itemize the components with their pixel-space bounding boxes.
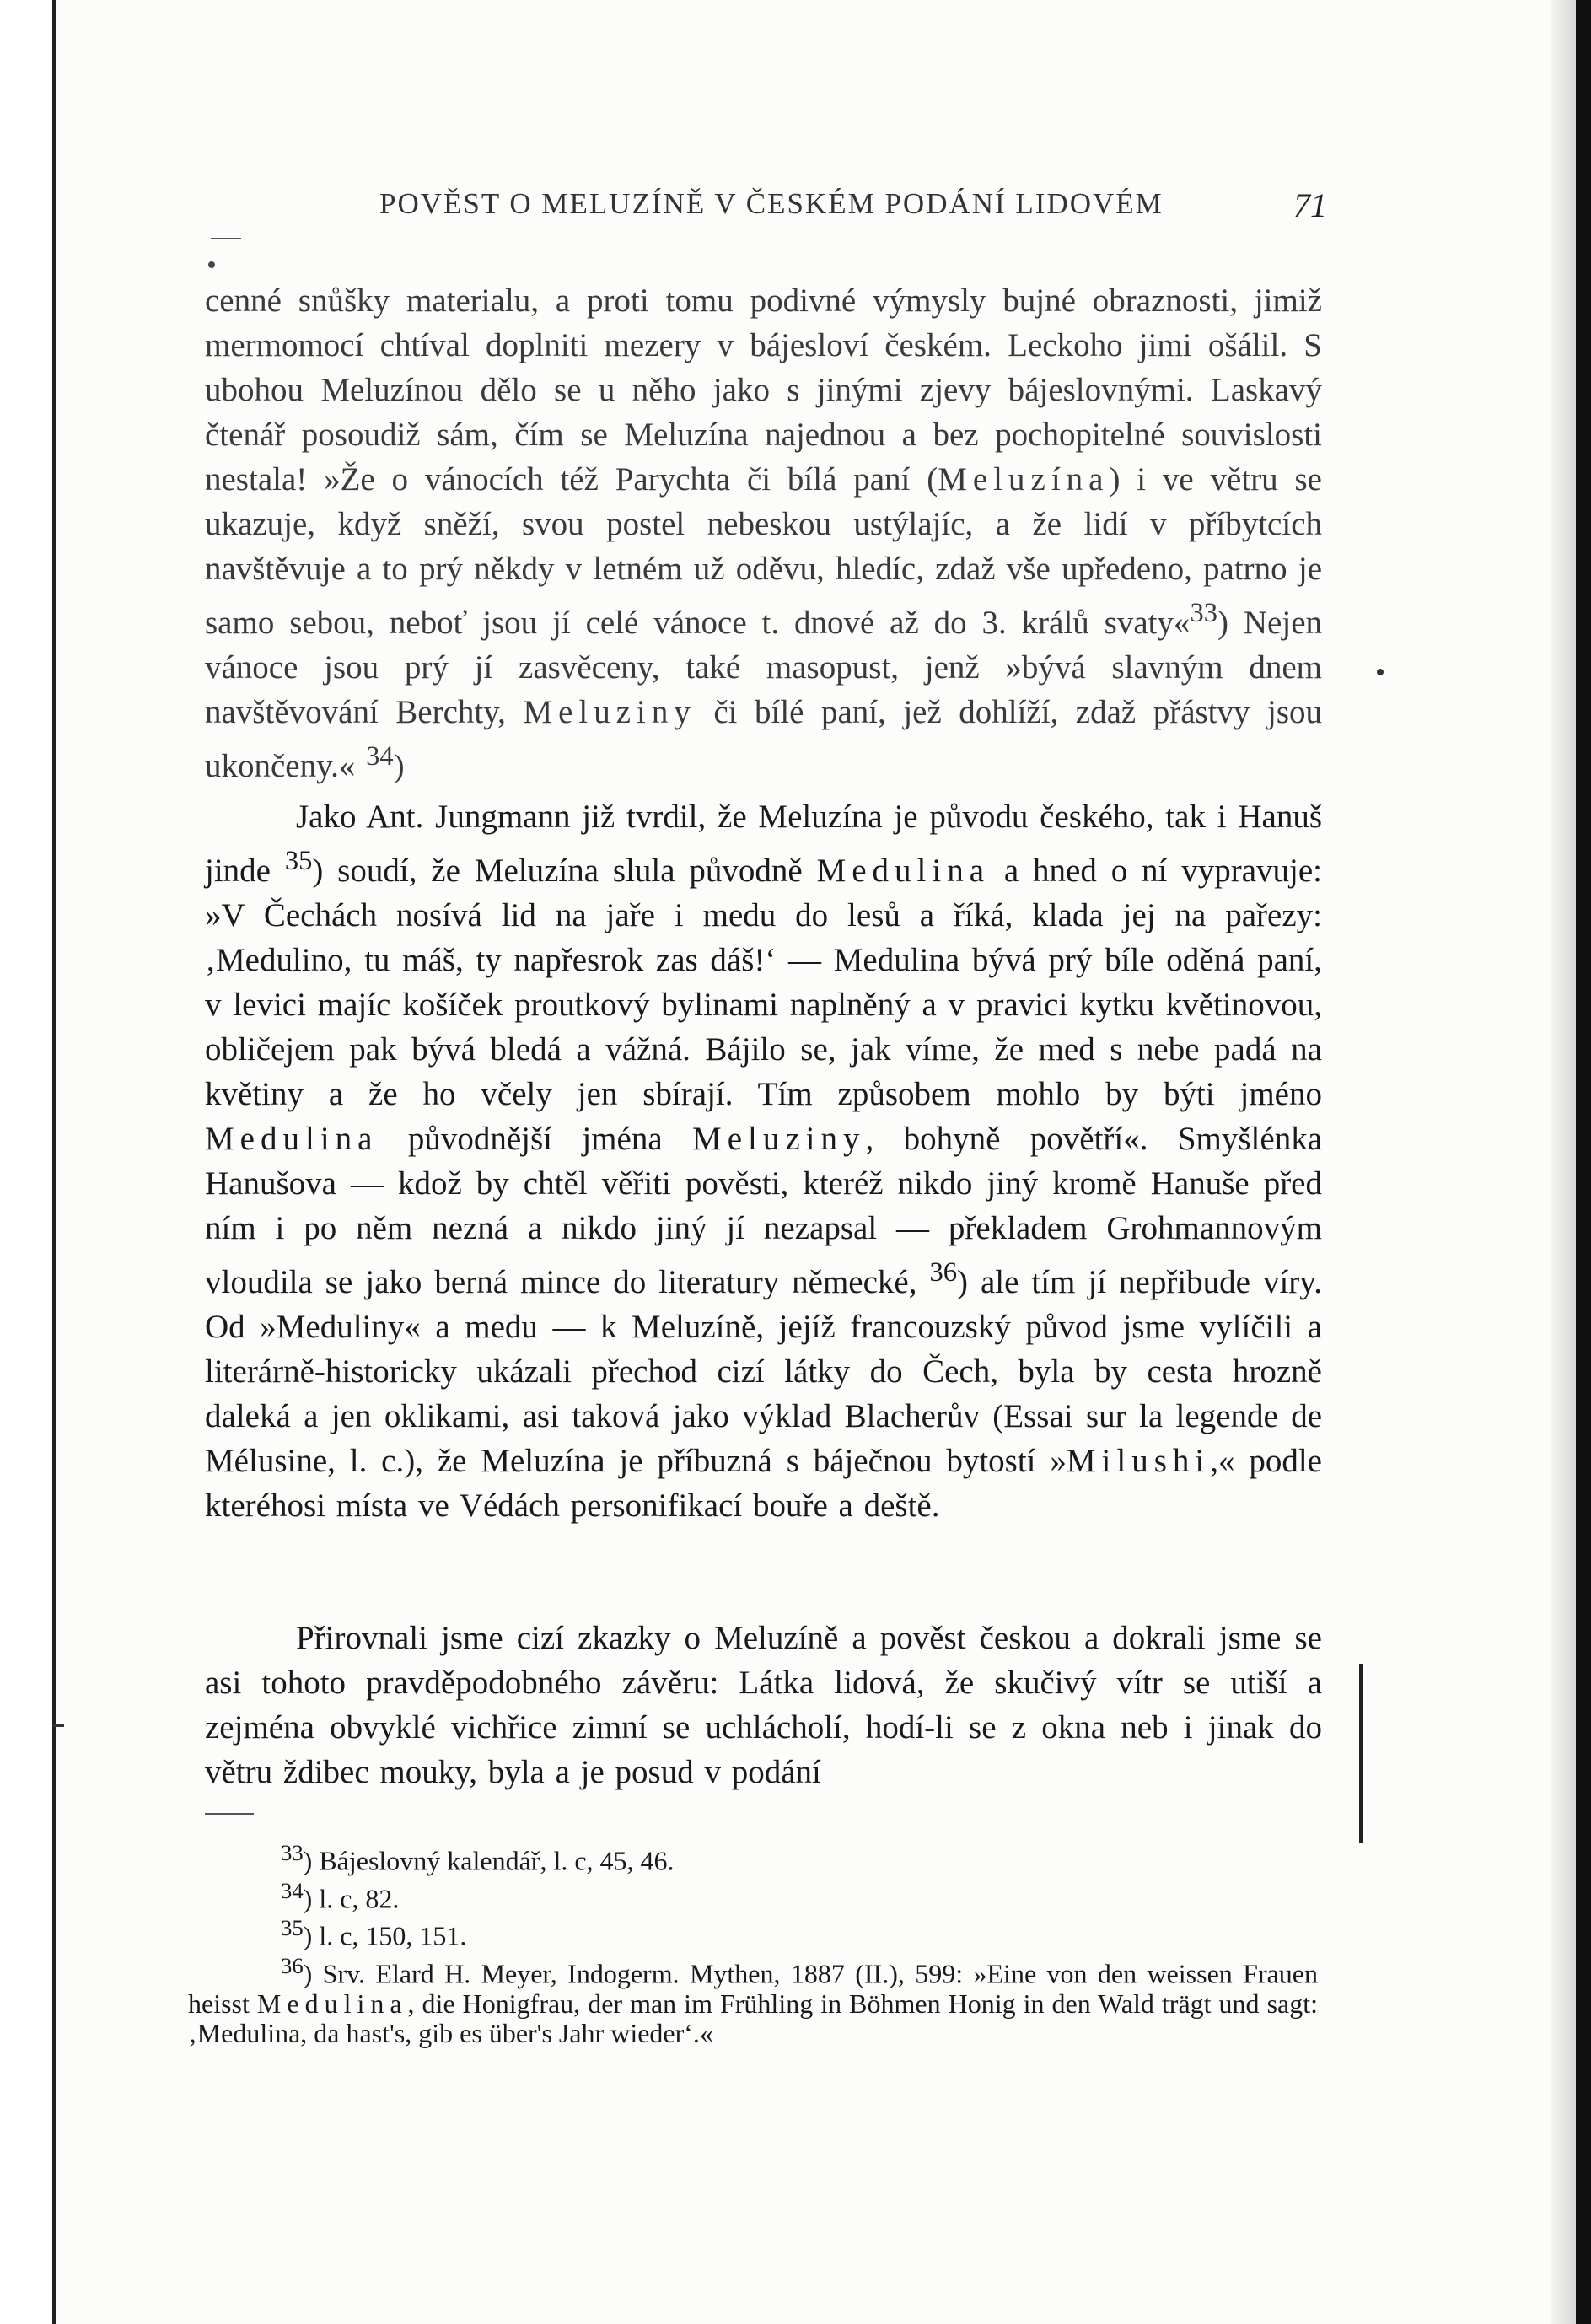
footnote-ref-36: 36 <box>929 1257 957 1288</box>
footnote-36-text-1: ) Srv. Elard H. Meyer, Indogerm. Mythen, 1887 (II.), 599: »Eine von den weissen Frauen heisst <box>188 1958 1318 2019</box>
p2-text-3: a hned o ní vypravuje: »V Čechách nosívá lid na jaře i medu do lesů a říká, klada jej na pařezy: ‚Medulino, tu máš, ty napřesrok zas dáš!‘ — Medulina bývá prý bíle oděná paní, v levici majíc košíček proutkový bylinami naplněný a v pravici kytku květinovou, obličejem pak bývá bledá a vážná. Bájilo se, jak víme, že med s nebe padá na květiny a že ho včely jen sbírají. Tím způsobem mohlo by býti jméno <box>205 853 1323 1112</box>
footnote-mark-36: 36 <box>281 1952 304 1978</box>
footnote-36-text-2: , die Honigfrau, der man im Frühling in Böhmen Honig in den Wald trägt und sagt: ‚Medulina, da hast's, gib es über's Jahr wieder‘.« <box>188 1988 1319 2048</box>
page-number: 71 <box>1293 186 1327 224</box>
p2-text-5: , bohyně povětří«. Smyšlénka Hanušova — kdož by chtěl věřiti pověsti, kteréž nikdo jiný kromě Hanuše před ním i po něm nezná a nikdo jiný jí nezapsal — překladem Grohmannovým vloudila se jako berná mince do literatury německé, <box>205 1121 1323 1300</box>
footnote-ref-34: 34 <box>366 741 394 772</box>
footnote-35-text: ) l. c, 150, 151. <box>303 1920 467 1951</box>
p1-text-5: ) <box>393 748 405 784</box>
footnote-34-text: ) l. c, 82. <box>303 1883 400 1914</box>
footnote-36-name: Medulina <box>256 1988 408 2019</box>
footnote-ref-33: 33 <box>1190 598 1218 628</box>
footnote-rule <box>205 1813 254 1815</box>
margin-line-mark <box>1359 1664 1363 1843</box>
footnote-mark-35: 35 <box>281 1915 304 1941</box>
p1-name-meluzina: Meluzína <box>938 461 1110 498</box>
p1-name-meluziny: Meluziny <box>523 694 696 730</box>
running-header: POVĚST O MELUZÍNĚ V ČESKÉM PODÁNÍ LIDOVÉM <box>379 187 1164 220</box>
p2-text-1: Jako Ant. Jungmann již tvrdil, že Meluzína je původu českého, tak i Hanuš jinde <box>205 799 1322 889</box>
right-page-edge <box>1576 0 1591 2324</box>
margin-tick-mark <box>52 1724 64 1727</box>
left-page-edge <box>0 0 56 2324</box>
ink-dot <box>208 261 215 268</box>
p2-name-medulina: Medulina <box>816 853 991 889</box>
p2-text-6: ) ale tím jí nepřibude víry. Od »Meduliny« a medu — k Meluzíně, jejíž francouzský původ jsme vylíčili a literárně-historicky ukázali přechod cizí látky do Čech, byla by cesta hrozně daleká a jen oklikami, asi taková jako výklad Blacherův (Essai sur la legende de Mélusine, l. c.), že Meluzína je příbuzná s báječnou bytostí » <box>205 1264 1322 1479</box>
paragraph-2 <box>205 794 1322 1528</box>
footnotes <box>188 1838 1318 2048</box>
footnote-ref-35: 35 <box>284 846 313 876</box>
right-page-shadow <box>1551 0 1576 2324</box>
p2-text-2: ) soudí, že Meluzína slula původně <box>312 853 817 889</box>
p2-text-7: ,« podle kteréhosi místa ve Védách personifikací bouře a deště. <box>205 1443 1322 1524</box>
p2-text-4: původnější jména <box>378 1121 693 1157</box>
paragraph-1 <box>205 278 1322 788</box>
p2-name-milushi: Milushi <box>1066 1443 1211 1479</box>
p1-text-1: cenné snůšky materialu, a proti tomu podivné výmysly bujné obraznosti, jimiž mermomocí chtíval doplniti mezery v bájesloví českém. Leckoho jimi ošálil. S ubohou Meluzínou dělo se u něho jako s jinými zjevy bájeslovnými. Laskavý čtenář posoudiž sám, čím se Meluzína najednou a bez pochopitelné souvislosti nestala! »Že o vánocích též Parychta či bílá paní ( <box>205 282 1322 498</box>
p2-name-meluziny: Meluziny <box>692 1121 866 1157</box>
p1-text-4: či bílé paní, jež dohlíží, zdaž přástvy jsou ukončeny.« <box>205 694 1323 784</box>
footnote-mark-34: 34 <box>281 1877 304 1903</box>
paragraph-3 <box>205 1616 1322 1794</box>
footnote-34 <box>188 1876 1318 1914</box>
p1-text-2: ) i ve větru se ukazuje, když sněží, svou postel nebeskou ustýlajíc, a že lidí v příbytcích navštěvuje a to prý někdy v letném už oděvu, hledíc, zdaž vše upředeno, patrno je samo sebou, neboť jsou jí celé vánoce t. dnové až do 3. králů svaty« <box>205 461 1322 641</box>
p2-name-medulina-2: Medulina <box>205 1121 379 1157</box>
margin-dot <box>1377 669 1384 675</box>
p3-text: Přirovnali jsme cizí zkazky o Meluzíně a pověst českou a dokrali jsme se asi tohoto pravděpodobného závěru: Látka lidová, že skučivý vítr se utiší a zejména obvyklé vichřice zimní se uchlácholí, hodí-li se z okna neb i jinak do větru ždibec mouky, byla a je posud v podání <box>205 1620 1322 1790</box>
footnote-36 <box>188 1951 1318 2048</box>
footnote-35 <box>188 1913 1318 1951</box>
footnote-33 <box>188 1838 1318 1876</box>
footnote-33-text: ) Bájeslovný kalendář, l. c, 45, 46. <box>303 1845 675 1876</box>
p1-text-3: ) Nejen vánoce jsou prý jí zasvěceny, také masopust, jenž »bývá slavným dnem navštěvování Berchty, <box>205 605 1322 730</box>
header-dash <box>211 238 241 239</box>
footnote-mark-33: 33 <box>281 1840 304 1865</box>
